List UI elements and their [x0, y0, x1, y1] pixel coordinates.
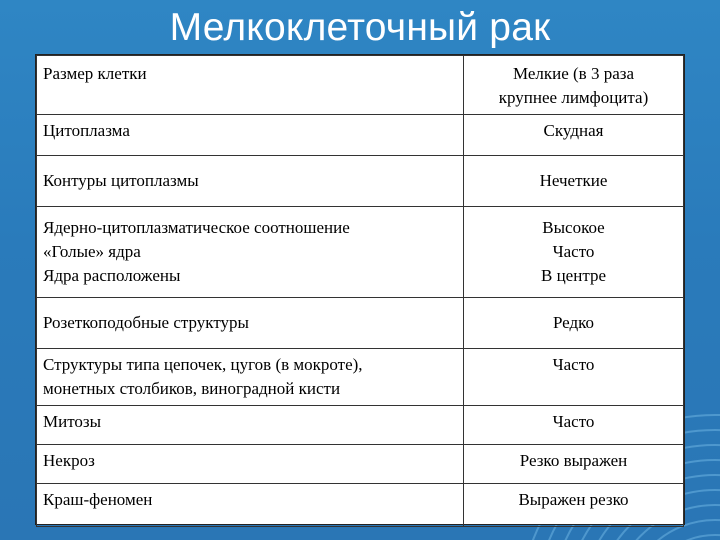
row-value: Высокое Часто В центре	[464, 207, 684, 298]
row-value: Часто	[464, 349, 684, 406]
row-label: Митозы	[37, 406, 464, 445]
row-value: Выражен резко	[464, 484, 684, 527]
row-label: Краш-феномен	[37, 484, 464, 527]
row-label: Некроз	[37, 445, 464, 484]
table-row	[37, 298, 684, 349]
row-label: Контуры цитоплазмы	[37, 156, 464, 207]
table-row	[37, 115, 684, 156]
table-row	[37, 56, 684, 115]
table-row	[37, 406, 684, 445]
row-value: Часто	[464, 406, 684, 445]
row-value: Скудная	[464, 115, 684, 156]
row-value: Редко	[464, 298, 684, 349]
table-row	[37, 349, 684, 406]
slide-title: Мелкоклеточный рак	[169, 6, 551, 49]
table-row	[37, 445, 684, 484]
row-label: Цитоплазма	[37, 115, 464, 156]
row-label: Розеткоподобные структуры	[37, 298, 464, 349]
row-value: Мелкие (в 3 раза крупнее лимфоцита)	[464, 56, 684, 115]
table-row	[37, 156, 684, 207]
table-row	[37, 207, 684, 298]
comparison-table	[35, 54, 685, 525]
row-value: Резко выражен	[464, 445, 684, 484]
row-label: Размер клетки	[37, 56, 464, 115]
table-row	[37, 484, 684, 527]
row-label: Структуры типа цепочек, цугов (в мокроте), монетных столбиков, виноградной кисти	[37, 349, 464, 406]
row-label: Ядерно-цитоплазматическое соотношение «Голые» ядра Ядра расположены	[37, 207, 464, 298]
row-value: Нечеткие	[464, 156, 684, 207]
